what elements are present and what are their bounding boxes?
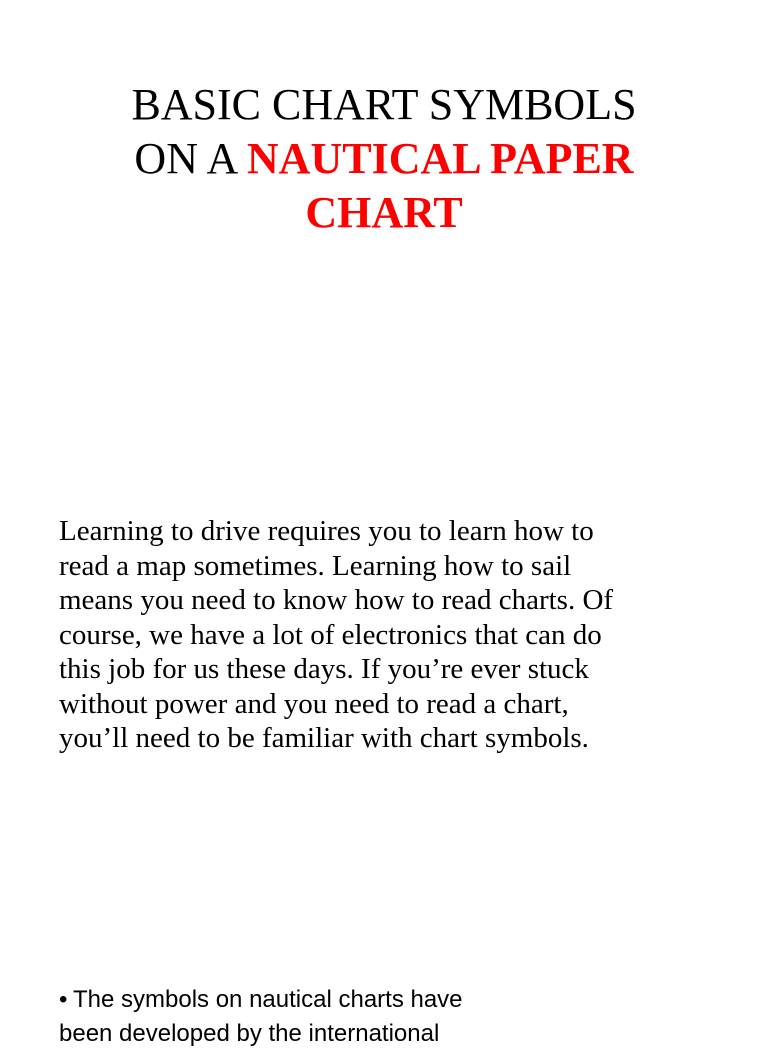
paragraph-line: you’ll need to be familiar with chart symbols. <box>59 722 589 754</box>
title-line-3-accent: CHART <box>305 188 463 237</box>
slide-title <box>40 78 728 240</box>
bullet-text: The symbols on nautical charts have <box>73 986 463 1013</box>
title-line-2-accent: NAUTICAL PAPER <box>246 134 634 183</box>
paragraph-line: this job for us these days. If you’re ever stuck <box>59 653 589 685</box>
intro-paragraph <box>59 514 719 756</box>
title-line-2-prefix: ON A <box>134 134 247 183</box>
bullet-item <box>59 983 749 1051</box>
paragraph-line: means you need to know how to read charts. Of <box>59 584 614 616</box>
title-line-1: BASIC CHART SYMBOLS <box>131 80 637 129</box>
bullet-line <box>59 983 749 1017</box>
bullet-marker: • <box>59 986 68 1013</box>
paragraph-line: without power and you need to read a chart, <box>59 687 569 720</box>
bullet-line: been developed by the international <box>59 1020 440 1047</box>
paragraph-line: read a map sometimes. Learning how to sail <box>59 549 572 582</box>
paragraph-line: Learning to drive requires you to learn how to <box>59 515 594 547</box>
paragraph-line: course, we have a lot of electronics that can do <box>59 618 602 651</box>
